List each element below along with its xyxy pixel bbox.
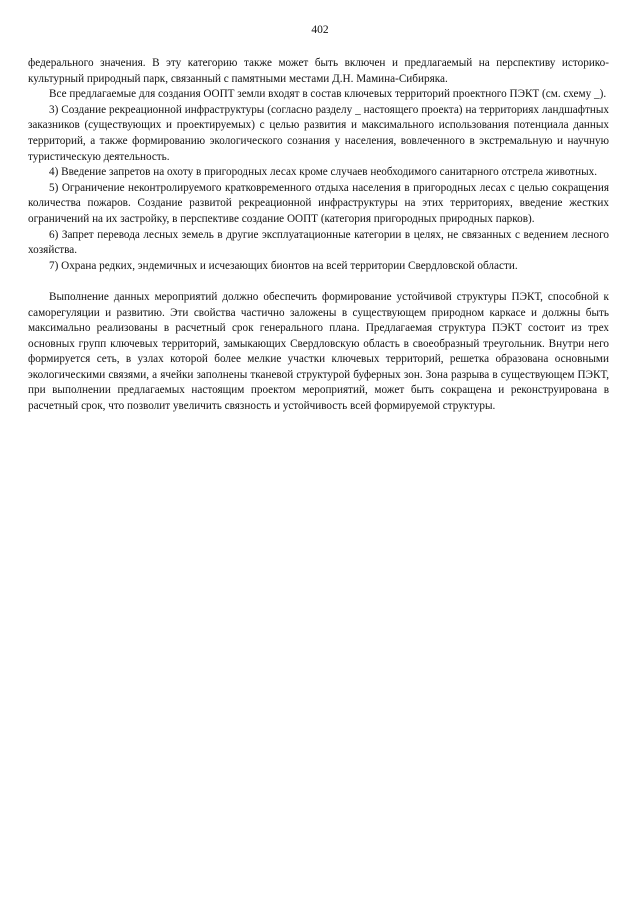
page-number: 402: [311, 24, 329, 36]
paragraph-item-3: 3) Создание рекреационной инфраструктуры (согласно разделу _ настоящего проекта) на территориях ландшафтных заказников (существующих и проектируемых) с целью развития и максимального использования потенциала данных территорий, а также формированию экологического сознания у населения, вовлеченного в экстремальную и научную туристическую деятельность.: [28, 103, 609, 163]
paragraph-item-5: 5) Ограничение неконтролируемого кратковременного отдыха населения в пригородных лесах с целью сокращения количества пожаров. Создание развитой рекреационной инфраструктуры на этих территориях, введение жестких ограничений на их застройку, в перспективе создание ООПТ (категория пригородных природных парков).: [28, 181, 609, 225]
paragraph-item-7: 7) Охрана редких, эндемичных и исчезающих бионтов на всей территории Свердловской области.: [49, 259, 518, 272]
paragraph-oopt-lands: Все предлагаемые для создания ООПТ земли входят в состав ключевых территорий проектного ПЭКТ (см. схему _).: [49, 88, 607, 101]
document-body: [28, 56, 609, 415]
paragraph-item-4: 4) Введение запретов на охоту в пригородных лесах кроме случаев необходимого санитарного отстрела животных.: [49, 166, 598, 179]
paragraph-item-6: 6) Запрет перевода лесных земель в другие эксплуатационные категории в целях, не связанных с ведением лесного хозяйства.: [28, 228, 609, 257]
paragraph-conclusion: Выполнение данных мероприятий должно обеспечить формирование устойчивой структуры ПЭКТ, способной к саморегуляции и развитию. Эти свойства частично заложены в существующем природном каркасе и должны быть максимально реализованы в расчетный срок генерального плана. Предлагаемая структура ПЭКТ состоит из трех основных групп ключевых территорий, замыкающих Свердловскую область в своеобразный треугольник. Внутри него формируется сеть, в узлах которой более мелкие участки ключевых территорий, решетка образована основными экологическими связями, а ячейки заполнены тканевой структурой буферных зон. Зона разрыва в существующем ПЭКТ, при выполнении предлагаемых настоящим проектом мероприятий, может быть сокращена и реконструирована в расчетный срок, что позволит увеличить связность и устойчивость всей формируемой структуры.: [28, 290, 609, 413]
paragraph-continuation: федерального значения. В эту категорию также может быть включен и предлагаемый на перспективу историко-культурный природный парк, связанный с памятными местами Д.Н. Мамина-Сибиряка.: [28, 57, 609, 85]
